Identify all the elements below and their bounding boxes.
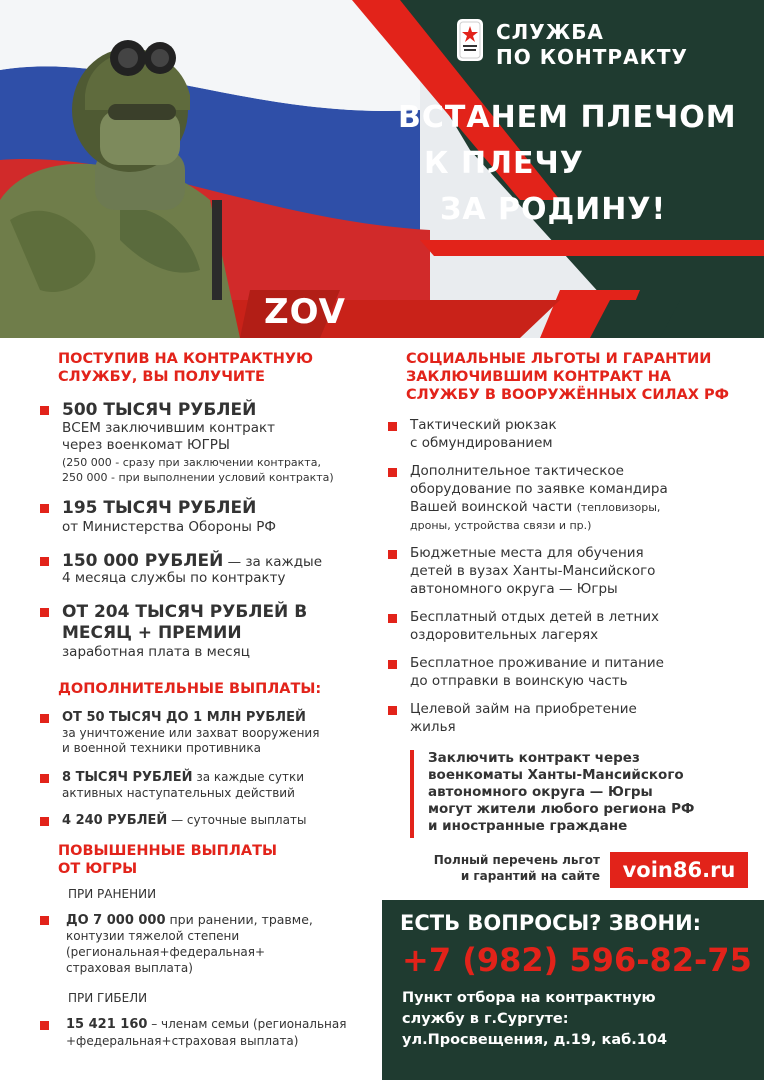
extra-8k-title: 8 ТЫСЯЧ РУБЛЕЙ: [62, 770, 193, 785]
pay-195k-title: 195 ТЫСЯЧ РУБЛЕЙ: [62, 498, 257, 518]
pay-500k-line2: через военкомат ЮГРЫ: [62, 437, 230, 453]
pay-204k-line1: заработная плата в месяц: [62, 644, 250, 660]
bullet: [388, 706, 397, 715]
phone-number[interactable]: +7 (982) 596-82-75: [402, 941, 752, 979]
wound-label: ПРИ РАНЕНИИ: [68, 887, 157, 901]
extra-4240-row: [62, 812, 306, 829]
extra-heading: ДОПОЛНИТЕЛЬНЫЕ ВЫПЛАТЫ:: [58, 681, 322, 697]
extra-4240-rest: — суточные выплаты: [167, 813, 307, 827]
bullet: [388, 614, 397, 623]
extra-50k-line2: и военной техники противника: [62, 741, 261, 755]
bullet: [40, 774, 49, 783]
pay-500k-line1: ВСЕМ заключившим контракт: [62, 420, 276, 436]
brand-line-1: СЛУЖБА: [496, 20, 604, 44]
site-caption: Полный перечень льгот и гарантий на сайте: [433, 853, 600, 883]
wound-title: ДО 7 000 000: [66, 913, 166, 928]
pay-500k-note1: (250 000 - сразу при заключении контракта,: [62, 456, 321, 469]
pay-195k-line1: от Министерства Обороны РФ: [62, 519, 276, 535]
recruitment-address: Пункт отбора на контрактную службу в г.Сургуте: ул.Просвещения, д.19, каб.104: [402, 990, 668, 1048]
pay-150k-title: 150 000 РУБЛЕЙ: [62, 551, 224, 571]
extra-8k-row: [62, 769, 304, 786]
bullet: [388, 660, 397, 669]
pay-204k-title1: ОТ 204 ТЫСЯЧ РУБЛЕЙ В: [62, 602, 308, 622]
army-shield-icon: [456, 18, 484, 62]
death-rest: – членам семьи (региональная: [147, 1017, 347, 1031]
bullet: [40, 1021, 49, 1030]
zov-emblem: ZOV: [264, 292, 346, 332]
wound-rest: при ранении, травме,: [165, 912, 313, 927]
bullet: [388, 422, 397, 431]
site-row: [382, 846, 764, 890]
extra-8k-line1: активных наступательных действий: [62, 786, 295, 800]
right-heading: СОЦИАЛЬНЫЕ ЛЬГОТЫ И ГАРАНТИИ ЗАКЛЮЧИВШИМ КОНТРАКТ НА СЛУЖБУ В ВООРУЖЁННЫХ СИЛАХ РФ: [406, 351, 729, 403]
death-title: 15 421 160: [66, 1017, 148, 1032]
death-label: ПРИ ГИБЕЛИ: [68, 991, 148, 1005]
benefit-item: Бесплатный отдых детей в летних оздоровительных лагерях: [410, 609, 660, 643]
bullet: [40, 608, 49, 617]
bullet: [40, 504, 49, 513]
slogan-line-2: К ПЛЕЧУ: [424, 146, 584, 181]
contract-note: Заключить контракт через военкоматы Ханты-Мансийского автономного округа — Югры могут жители любого региона РФ и иностранные граждане: [410, 750, 750, 838]
death-row: [66, 1016, 346, 1033]
bullet: [40, 714, 49, 723]
pay-500k-note2: 250 000 - при выполнении условий контракта): [62, 471, 334, 484]
bullet: [40, 916, 49, 925]
wound-row: [66, 911, 313, 929]
death-line1: +федеральная+страховая выплата): [66, 1034, 299, 1048]
pay-150k-title-row: [62, 551, 322, 571]
website-link[interactable]: voin86.ru: [610, 852, 748, 888]
brand-title: [496, 20, 688, 70]
bullet: [40, 406, 49, 415]
slogan-line-3: ЗА РОДИНУ!: [440, 192, 667, 227]
bullet: [40, 817, 49, 826]
extra-4240-title: 4 240 РУБЛЕЙ: [62, 813, 168, 828]
contact-question: ЕСТЬ ВОПРОСЫ? ЗВОНИ:: [400, 911, 702, 935]
bullet: [388, 550, 397, 559]
pay-204k-title2: МЕСЯЦ + ПРЕМИИ: [62, 623, 242, 643]
left-column: [0, 338, 382, 1080]
left-heading: ПОСТУПИВ НА КОНТРАКТНУЮ СЛУЖБУ, ВЫ ПОЛУЧИТЕ: [58, 351, 314, 385]
brand-line-2: ПО КОНТРАКТУ: [496, 45, 688, 69]
benefit-item: Бесплатное проживание и питание до отправки в воинскую часть: [410, 655, 664, 689]
benefit-item: Целевой займ на приобретение жилья: [410, 701, 637, 735]
slogan-line-1: ВСТАНЕМ ПЛЕЧОМ: [398, 100, 737, 135]
wound-line3: страховая выплата): [66, 961, 193, 975]
right-column: [382, 338, 764, 1080]
benefit-item: Тактический рюкзак с обмундированием: [410, 417, 557, 451]
benefit-item: Бюджетные места для обучения детей в вузах Ханты-Мансийского автономного округа — Югры: [410, 545, 656, 597]
bullet: [388, 468, 397, 477]
benefit-item: Дополнительное тактическое оборудование по заявке командира Вашей воинской части (тепловизоры, дроны, устройства связи и пр.): [410, 463, 668, 532]
wound-line2: (региональная+федеральная+: [66, 945, 266, 959]
raised-heading: ПОВЫШЕННЫЕ ВЫПЛАТЫ ОТ ЮГРЫ: [58, 843, 277, 877]
soldier-illustration: [0, 0, 250, 338]
hero-banner: [0, 0, 764, 338]
pay-150k-rest: — за каждые: [223, 554, 323, 570]
extra-50k-line1: за уничтожение или захват вооружения: [62, 726, 320, 740]
pay-150k-line1: 4 месяца службы по контракту: [62, 570, 286, 586]
pay-500k-title: 500 ТЫСЯЧ РУБЛЕЙ: [62, 400, 257, 420]
extra-8k-rest: за каждые сутки: [192, 770, 304, 784]
wound-line1: контузии тяжелой степени: [66, 929, 240, 943]
contact-panel: [382, 900, 764, 1080]
extra-50k-title: ОТ 50 ТЫСЯЧ ДО 1 МЛН РУБЛЕЙ: [62, 710, 306, 725]
bullet: [40, 557, 49, 566]
